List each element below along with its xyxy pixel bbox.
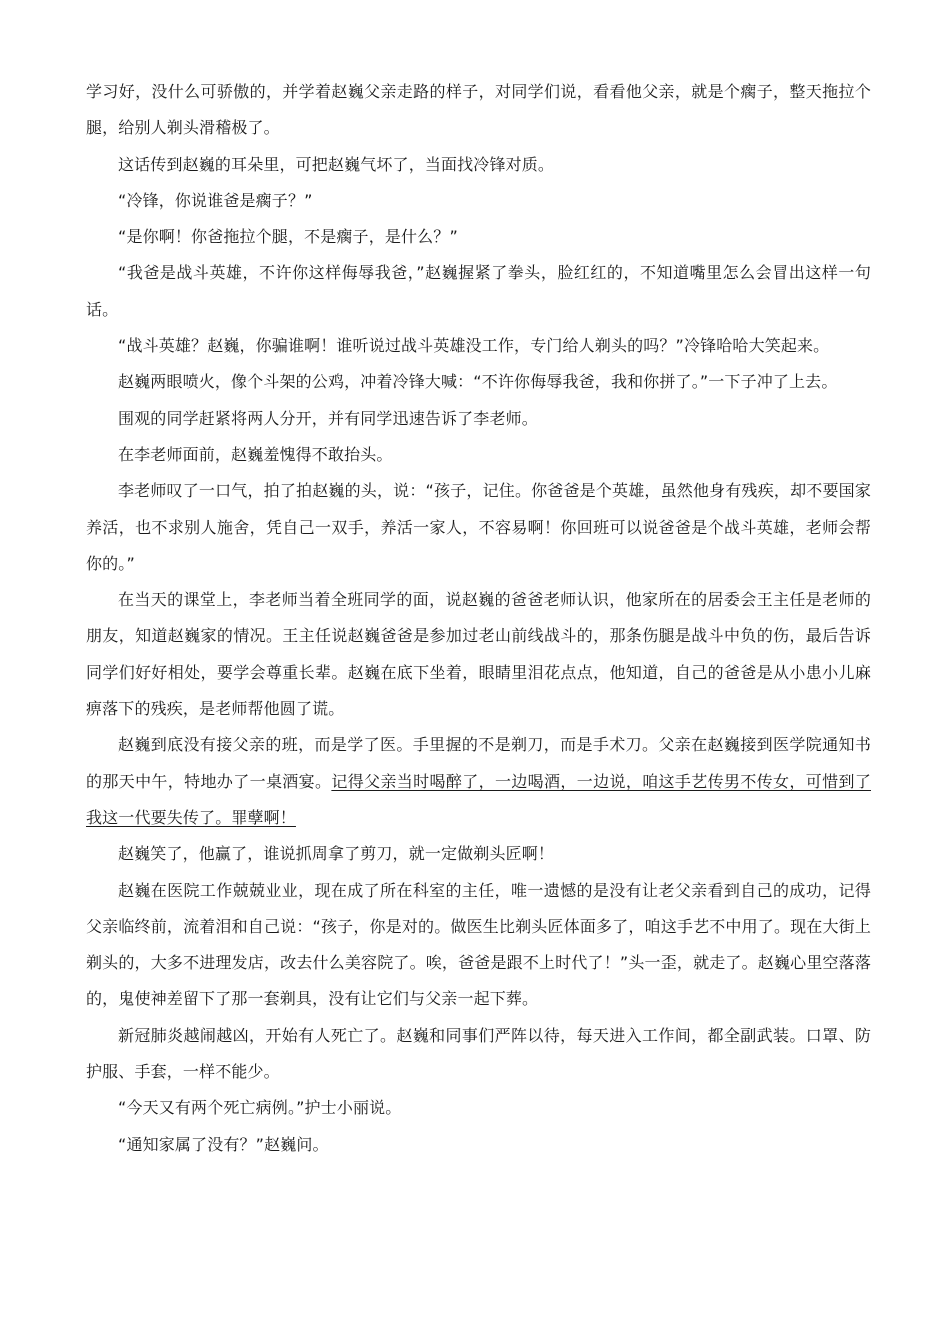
paragraph: 新冠肺炎越闹越凶，开始有人死亡了。赵巍和同事们严阵以待，每天进入工作间，都全副武装。口罩、防护服、手套，一样不能少。 (86, 1025, 871, 1082)
paragraph: “冷锋，你说谁爸是瘸子？” (118, 190, 313, 210)
paragraph: 在当天的课堂上，李老师当着全班同学的面，说赵巍的爸爸老师认识，他家所在的居委会王主任是老师的朋友，知道赵巍家的情况。王主任说赵巍爸爸是参加过老山前线战斗的，那条伤腿是战斗中负的伤，最后告诉同学们好好相处，要学会尊重长辈。赵巍在底下坐着，眼睛里泪花点点，他知道，自己的爸爸是从小患小儿麻痹落下的残疾，是老师帮他圆了谎。 (86, 590, 871, 719)
paragraph: 赵巍两眼喷火，像个斗架的公鸡，冲着冷锋大喊：“不许你侮辱我爸，我和你拼了。”一下子冲了上去。 (118, 372, 838, 392)
paragraph: “今天又有两个死亡病例。”护士小丽说。 (118, 1098, 402, 1118)
paragraph: 赵巍笑了，他赢了，谁说抓周拿了剪刀，就一定做剃头匠啊！ (118, 844, 555, 864)
story-text (86, 74, 871, 1163)
paragraph-text: 赵巍到底没有接父亲的班，而是学了医。手里握的不是剃刀，而是手术刀。父亲在赵巍接到医学院通知书的那天中午，特地办了一桌酒宴。 (86, 735, 871, 791)
paragraph-with-underline (86, 727, 871, 836)
paragraph: “我爸是战斗英雄，不许你这样侮辱我爸，”赵巍握紧了拳头，脸红红的，不知道嘴里怎么会冒出这样一句话。 (86, 263, 871, 319)
underlined-sentence: 记得父亲当时喝醉了，一边喝酒，一边说，咱这手艺传男不传女，可惜到了我这一代要失传了。罪孽啊！ (86, 771, 871, 827)
paragraph: 在李老师面前，赵巍羞愧得不敢抬头。 (118, 444, 393, 464)
paragraph: 围观的同学赶紧将两人分开，并有同学迅速告诉了李老师。 (118, 408, 538, 428)
paragraph: 这话传到赵巍的耳朵里，可把赵巍气坏了，当面找冷锋对质。 (118, 154, 555, 174)
paragraph: 赵巍在医院工作兢兢业业，现在成了所在科室的主任，唯一遗憾的是没有让老父亲看到自己的成功，记得父亲临终前，流着泪和自己说：“孩子，你是对的。做医生比剃头匠体面多了，咱这手艺不中用了。现在大街上剃头的，大多不进理发店，改去什么美容院了。唉，爸爸是跟不上时代了！”头一歪，就走了。赵巍心里空落落的，鬼使神差留下了那一套剃具，没有让它们与父亲一起下葬。 (86, 880, 871, 1009)
paragraph: “是你啊！你爸拖拉个腿，不是瘸子，是什么？” (118, 227, 458, 247)
paragraph: “战斗英雄？赵巍，你骗谁啊！谁听说过战斗英雄没工作，专门给人剃头的吗？”冷锋哈哈大笑起来。 (118, 336, 830, 356)
paragraph: 学习好，没什么可骄傲的，并学着赵巍父亲走路的样子，对同学们说，看看他父亲，就是个瘸子，整天拖拉个腿，给别人剃头滑稽极了。 (86, 82, 871, 138)
paragraph: 李老师叹了一口气，拍了拍赵巍的头，说：“孩子，记住。你爸爸是个英雄，虽然他身有残疾，却不要国家养活，也不求别人施舍，凭自己一双手，养活一家人，不容易啊！你回班可以说爸爸是个战斗英雄，老师会帮你的。” (86, 481, 871, 573)
paragraph: “通知家属了没有？”赵巍问。 (118, 1134, 329, 1154)
